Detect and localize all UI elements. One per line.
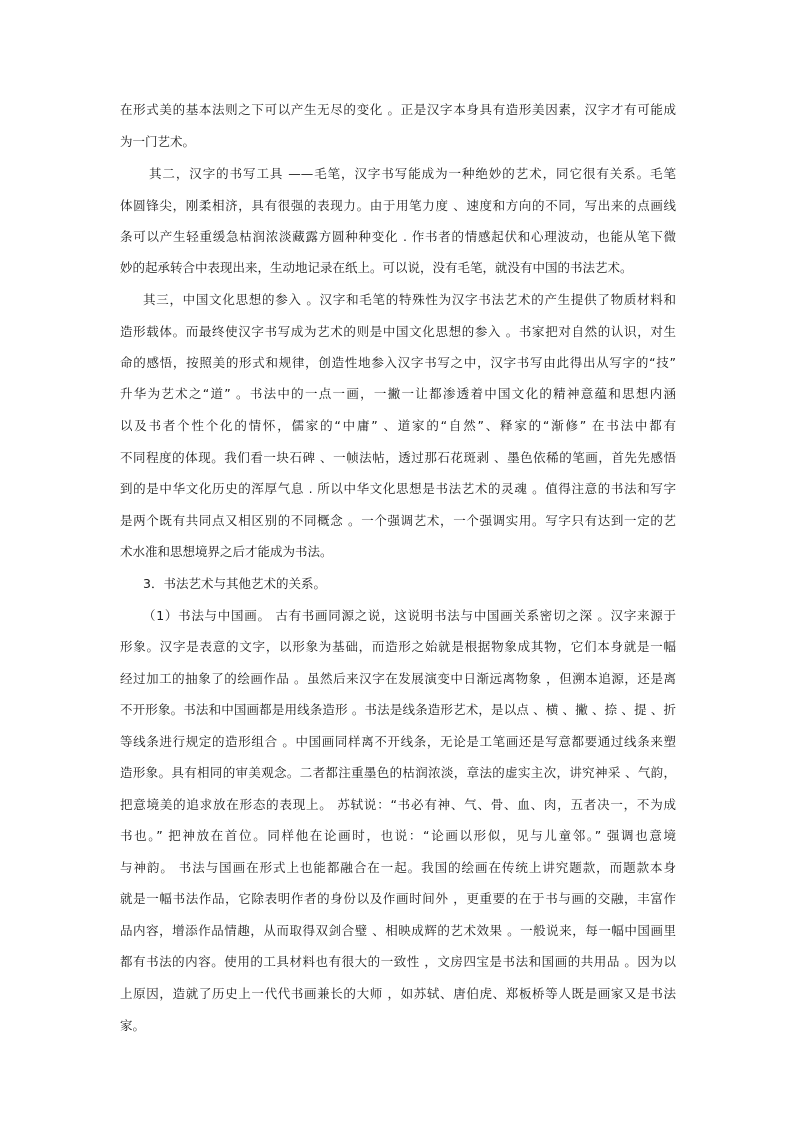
text-line: 其三，中国文化思想的参入 。汉字和毛笔的特殊性为汉字书法艺术的产生提供了物质材料和 — [143, 292, 676, 307]
text-line: 造形载体。而最终使汉字书写成为艺术的则是中国文化思想的参入 。书家把对自然的认识，对生 — [120, 324, 676, 339]
text-line: 都有书法的内容。使用的工具材料也有很大的一致性 ，文房四宝是书法和国画的共用品 。因为以 — [120, 954, 676, 969]
text-line: 在形式美的基本法则之下可以产生无尽的变化 。正是汉字本身具有造形美因素，汉字才有可能成 — [120, 102, 676, 117]
text-line: 是两个既有共同点又相区别的不同概念 。一个强调艺术，一个强调实用。写字只有达到一定的艺 — [120, 513, 676, 528]
text-line: 妙的起承转合中表现出来，生动地记录在纸上。可以说，没有毛笔，就没有中国的书法艺术。 — [120, 260, 633, 275]
text-line: 形象。汉字是表意的文字，以形象为基础，而造形之始就是根据物象成其物，它们本身就是一幅 — [120, 639, 676, 654]
text-line: 经过加工的抽象了的绘画作品 。虽然后来汉字在发展演变中日渐远离物象 ，但溯本追源，还是离 — [120, 671, 676, 686]
text-line: （1）书法与中国画。 古有书画同源之说，这说明书法与中国画关系密切之深 。汉字来源于 — [143, 608, 676, 623]
text-line: 到的是中华文化历史的浑厚气息 . 所以中华文化思想是书法艺术的灵魂 。值得注意的书法和写字 — [120, 481, 676, 496]
text-line: 就是一幅书法作品，它除表明作者的身份以及作画时间外 ，更重要的在于书与画的交融，丰富作 — [120, 891, 676, 906]
text-line: 其二，汉字的书写工具 ——毛笔，汉字书写能成为一种绝妙的艺术，同它很有关系。毛笔 — [149, 166, 676, 181]
text-line: 上原因，造就了历史上一代代书画兼长的大师 ，如苏轼、唐伯虎、郑板桥等人既是画家又是书法 — [120, 986, 676, 1001]
text-line: 以及书者个性个化的情怀，儒家的“中庸” 、道家的“自然”、释家的“渐修” 在书法中都有 — [120, 418, 676, 433]
section-heading: 3．书法艺术与其他艺术的关系。 — [143, 576, 326, 591]
text-line: 不同程度的体现。我们看一块石碑 、一帧法帖，透过那石花斑剥 、墨色依稀的笔画，首先先感悟 — [120, 450, 676, 465]
text-line: 品内容，增添作品情趣，从而取得双剑合璧 、相映成辉的艺术效果 。一般说来，每一幅中国画里 — [120, 923, 676, 938]
text-line: 条可以产生轻重缓急枯润浓淡藏露方圆种种变化 . 作书者的情感起伏和心理波动，也能从笔下微 — [120, 229, 676, 244]
text-line: 为一门艺术。 — [120, 134, 196, 149]
text-line: 把意境美的追求放在形态的表现上。 苏轼说：“书必有神、气、骨、血、肉，五者决一，不为成 — [120, 797, 676, 812]
text-line: 与神韵。 书法与国画在形式上也能都融合在一起。我国的绘画在传统上讲究题款，而题款本身 — [120, 860, 676, 875]
text-line: 不开形象。书法和中国画都是用线条造形 。书法是线条造形艺术，是以点 、横 、撇 、捺 、提 、折 — [120, 702, 676, 717]
text-line: 造形象。具有相同的审美观念。二者都注重墨色的枯润浓淡，章法的虚实主次，讲究神采 、气韵， — [120, 765, 676, 780]
text-line: 书也。” 把神放在首位。同样他在论画时，也说：“论画以形似，见与儿童邻。” 强调也意境 — [120, 828, 676, 843]
text-line: 等线条进行规定的造形组合 。中国画同样离不开线条，无论是工笔画还是写意都要通过线条来塑 — [120, 734, 676, 749]
text-line: 家。 — [120, 1018, 146, 1033]
text-line: 命的感悟，按照美的形式和规律，创造性地参入汉字书写之中，汉字书写由此得出从写字的“技” — [120, 355, 676, 370]
text-line: 术水准和思想境界之后才能成为书法。 — [120, 544, 333, 559]
text-line: 升华为艺术之“道” 。书法中的一点一画，一撇一让都渗透着中国文化的精神意蕴和思想内涵 — [120, 386, 676, 401]
text-line: 体圆锋尖，刚柔相济，具有很强的表现力。由于用笔力度 、速度和方向的不同，写出来的点画线 — [120, 198, 676, 213]
